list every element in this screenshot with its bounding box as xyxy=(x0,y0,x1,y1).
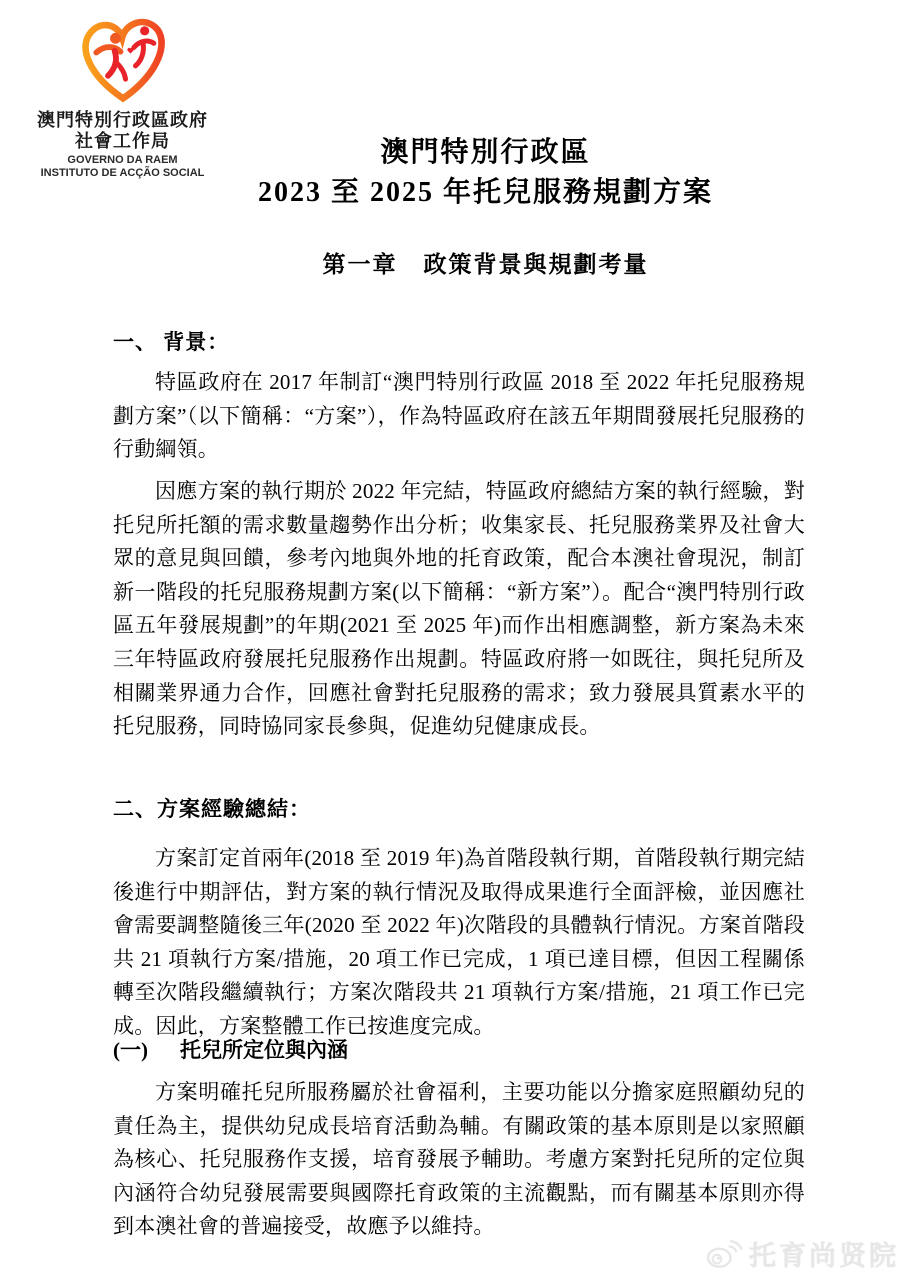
document-title-line2: 2023 至 2025 年托兒服務規劃方案 xyxy=(257,177,713,208)
org-name-zh-line2: 社會工作局 xyxy=(75,131,170,151)
weibo-icon xyxy=(705,1238,743,1269)
document-title-line1: 澳門特別行政區 xyxy=(380,137,591,168)
paragraph: 方案明確托兒所服務屬於社會福利，主要功能以分擔家庭照顧幼兒的責任為主，提供幼兒成長培育活動為輔。有關政策的基本原則是以家照顧為核心、托兒服務作支援，培育發展予輔助。考慮方案對托兒所的定位與內涵符合幼兒發展需要與國際托育政策的主流觀點，而有關基本原則亦得到本澳社會的普遍接受，故應予以維持。 xyxy=(113,1080,805,1239)
section-1-heading: 一、 背景： xyxy=(113,330,230,354)
org-name-pt-line2: INSTITUTO DE ACÇÃO SOCIAL xyxy=(40,166,205,179)
paragraph: 特區政府在 2017 年制訂“澳門特別行政區 2018 至 2022 年托兒服務規劃方案”（以下簡稱：“方案”），作為特區政府在該五年期間發展托兒服務的行動綱領。 xyxy=(113,370,805,462)
org-name-pt-line1: GOVERNO DA RAEM xyxy=(67,154,178,166)
subsection-title: 托兒所定位與內涵 xyxy=(180,1038,348,1062)
document-title xyxy=(60,133,911,213)
chapter-heading xyxy=(60,246,911,279)
heart-logo-icon xyxy=(73,14,173,106)
subsection-1-heading xyxy=(113,1034,803,1064)
paragraph: 方案訂定首兩年(2018 至 2019 年)為首階段執行期，首階段執行期完結後進行中期評估，對方案的執行情況及取得成果進行全面評檢，並因應社會需要調整隨後三年(2020 至 2022 年)次階段的具體執行情況。方案首階段共 21 項執行方案/措施，20 項工作已完成，1 項已達目標，但因工程關係轉至次階段繼續執行；方案次階段共 21 項執行方案/措施，21 項工作已完成。因此，方案整體工作已按進度完成。 xyxy=(113,846,805,1038)
section-2-heading: 二、方案經驗總結： xyxy=(113,797,311,821)
org-name-zh-line1: 澳門特別行政區政府 xyxy=(37,110,208,130)
watermark xyxy=(705,1234,899,1273)
subsection-number: (一) xyxy=(113,1038,148,1062)
watermark-text: 托育尚贤院 xyxy=(749,1241,899,1271)
chapter-number: 第一章 xyxy=(322,252,398,277)
paragraph: 因應方案的執行期於 2022 年完結，特區政府總結方案的執行經驗，對托兒所托額的需求數量趨勢作出分析；收集家長、托兒服務業界及社會大眾的意見與回饋，參考內地與外地的托育政策，配合本澳社會現況，制訂新一階段的托兒服務規劃方案(以下簡稱：“新方案”）。配合“澳門特別行政區五年發展規劃”的年期(2021 至 2025 年)而作出相應調整，新方案為未來三年特區政府發展托兒服務作出規劃。特區政府將一如既往，與托兒所及相關業界通力合作，回應社會對托兒服務的需求；致力發展具質素水平的托兒服務，同時協同家長參與，促進幼兒健康成長。 xyxy=(113,479,805,739)
chapter-title: 政策背景與規劃考量 xyxy=(423,252,649,277)
